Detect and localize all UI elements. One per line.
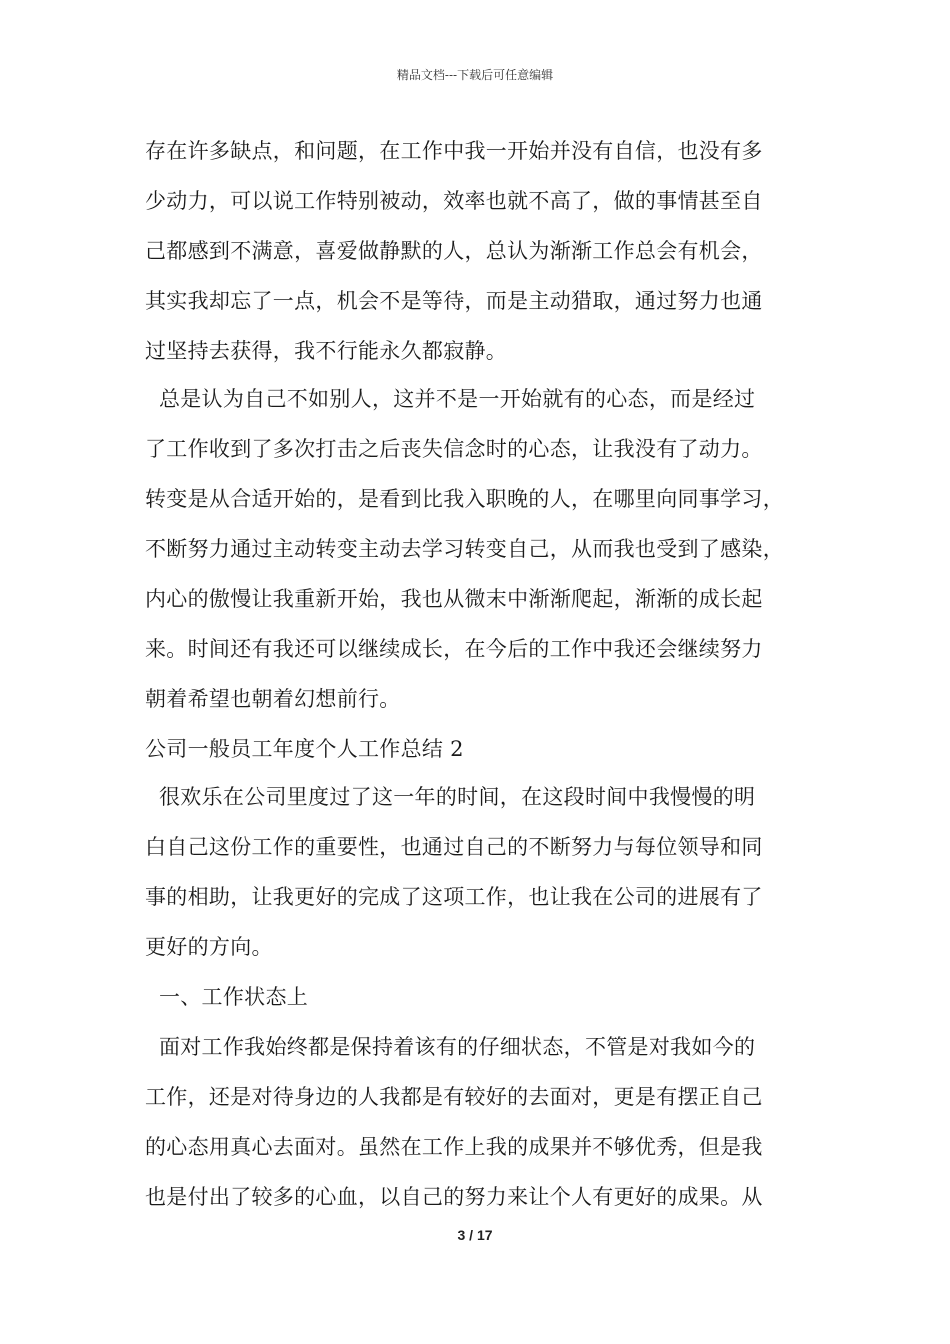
body-line: 也是付出了较多的心血，以自己的努力来让个人有更好的成果。从 xyxy=(145,1185,763,1209)
body-line: 来。时间还有我还可以继续成长，在今后的工作中我还会继续努力 xyxy=(145,637,763,661)
body-line: 总是认为自己不如别人，这并不是一开始就有的心态，而是经过 xyxy=(145,387,756,411)
page-number: 3 / 17 xyxy=(457,1227,493,1243)
body-line: 朝着希望也朝着幻想前行。 xyxy=(145,687,401,711)
body-line: 事的相助，让我更好的完成了这项工作，也让我在公司的进展有了 xyxy=(145,885,763,909)
body-line: 很欢乐在公司里度过了这一年的时间，在这段时间中我慢慢的明 xyxy=(145,785,756,809)
body-line: 工作，还是对待身边的人我都是有较好的去面对，更是有摆正自己 xyxy=(145,1085,763,1109)
body-line: 更好的方向。 xyxy=(145,935,273,959)
body-line: 过坚持去获得，我不行能永久都寂静。 xyxy=(145,339,508,363)
subsection-heading: 一、工作状态上 xyxy=(145,985,309,1009)
body-line: 转变是从合适开始的，是看到比我入职晚的人，在哪里向同事学习， xyxy=(145,487,784,511)
body-line: 己都感到不满意，喜爱做静默的人，总认为渐渐工作总会有机会， xyxy=(145,239,763,263)
body-line: 少动力，可以说工作特别被动，效率也就不高了，做的事情甚至自 xyxy=(145,189,763,213)
body-line: 白自己这份工作的重要性，也通过自己的不断努力与每位领导和同 xyxy=(145,835,763,859)
body-line: 存在许多缺点，和问题，在工作中我一开始并没有自信，也没有多 xyxy=(145,139,763,163)
body-line: 不断努力通过主动转变主动去学习转变自己，从而我也受到了感染， xyxy=(145,537,784,561)
body-line: 的心态用真心去面对。虽然在工作上我的成果并不够优秀，但是我 xyxy=(145,1135,763,1159)
body-line: 面对工作我始终都是保持着该有的仔细状态，不管是对我如今的 xyxy=(145,1035,756,1059)
page-header: 精品文档---下载后可任意编辑 xyxy=(396,68,554,82)
section-title: 公司一般员工年度个人工作总结 2 xyxy=(145,737,464,761)
body-line: 其实我却忘了一点，机会不是等待，而是主动猎取，通过努力也通 xyxy=(145,289,763,313)
body-line: 了工作收到了多次打击之后丧失信念时的心态，让我没有了动力。 xyxy=(145,437,763,461)
body-line: 内心的傲慢让我重新开始，我也从微末中渐渐爬起，渐渐的成长起 xyxy=(145,587,763,611)
